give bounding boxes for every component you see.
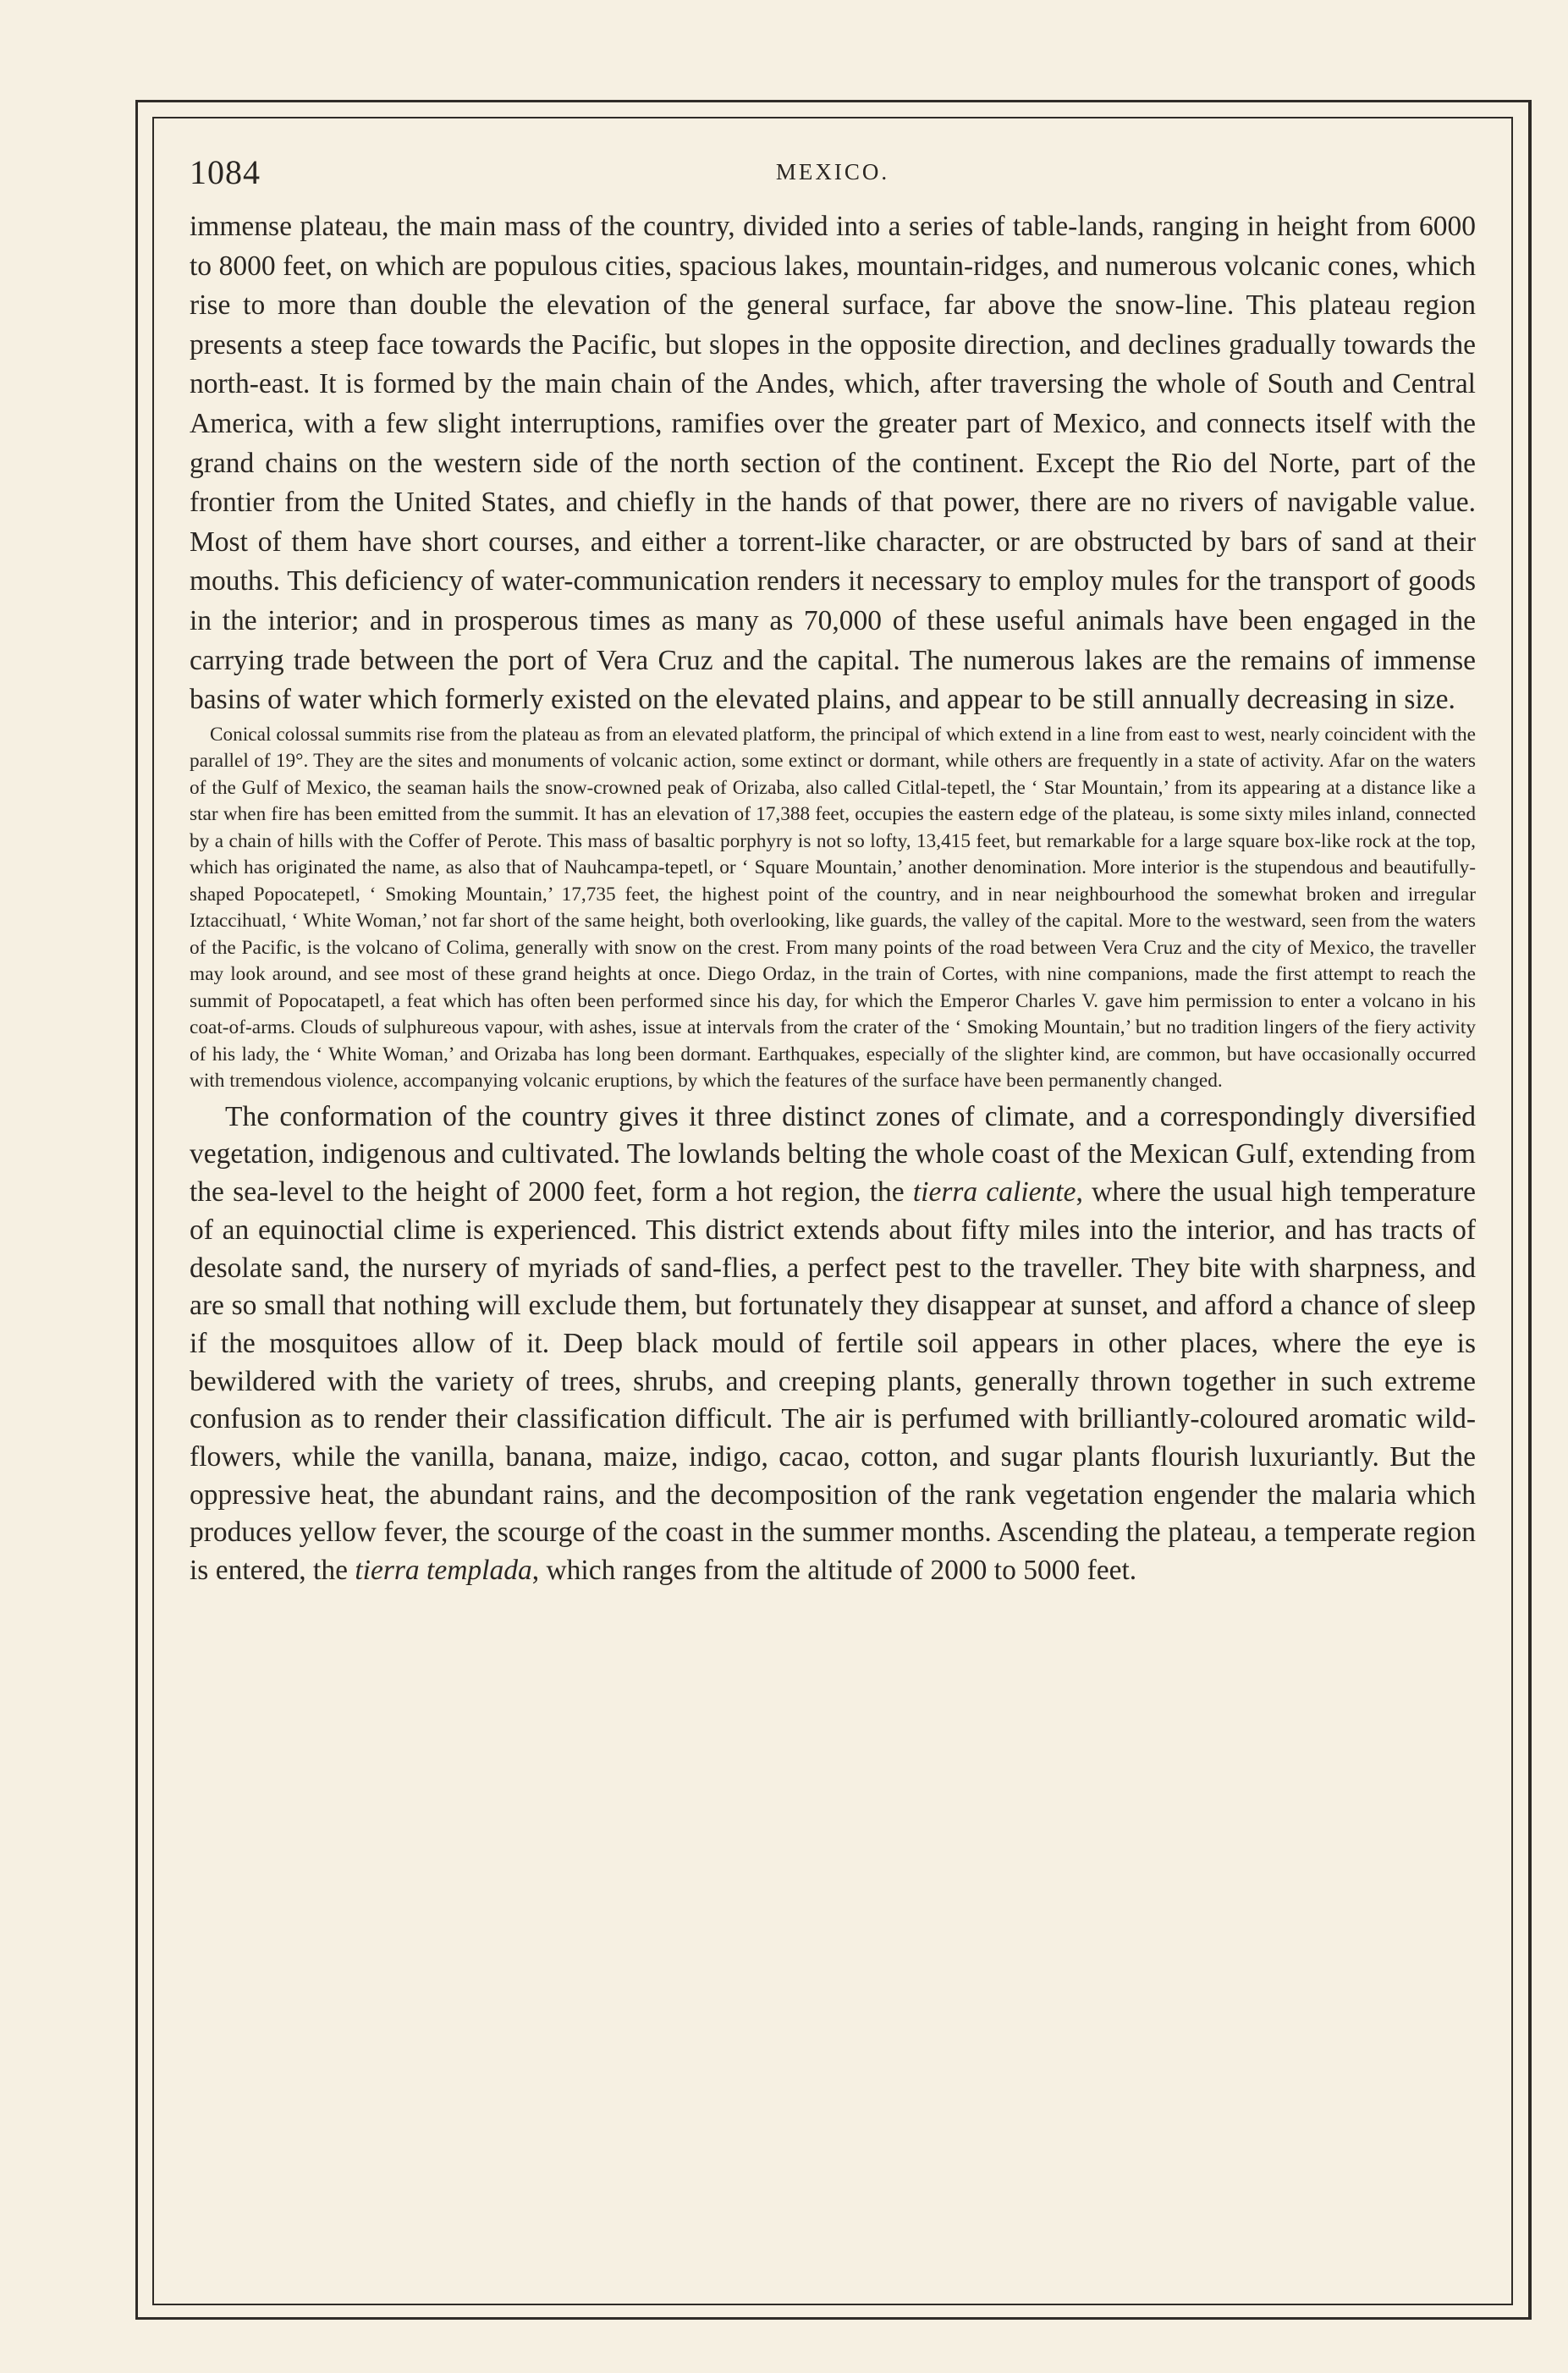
paragraph-plateau: immense plateau, the main mass of the country, divided into a series of table-lands, ranging in height from 6000 to 8000 feet, on which are populous cities, spacious lakes, mountain-ridges, and numerous volcanic cones, which rise to more than double the elevation of the general surface, far above the snow-line. This plateau region presents a steep face towards the Pacific, but slopes in the opposite direction, and declines gradually towards the north-east. It is formed by the main chain of the Andes, which, after traversing the whole of South and Central America, with a few slight interruptions, ramifies over the greater part of Mexico, and connects itself with the grand chains on the western side of the north section of the continent. Except the Rio del Norte, part of the frontier from the United States, and chiefly in the hands of that power, there are no rivers of navigable value. Most of them have short courses, and either a torrent-like character, or are obstructed by bars of sand at their mouths. This deficiency of water-communication renders it necessary to employ mules for the transport of goods in the interior; and in prosperous times as many as 70,000 of these useful animals have been engaged in the carrying trade between the port of Vera Cruz and the capital. The numerous lakes are the remains of immense basins of water which formerly existed on the elevated plains, and appear to be still annually decreasing in size. xyxy=(190,211,1476,716)
paragraph-climate-zones xyxy=(190,1098,1476,1590)
frame-bottom-rule-inner xyxy=(152,2304,1513,2305)
frame-top-rule xyxy=(135,100,1530,102)
page-number: 1084 xyxy=(190,153,261,191)
climate-text-part-2: , where the usual high temperature of an equinoctial clime is experienced. This district extends about fifty miles into the interior, and has tracts of desolate sand, the nursery of myriads of sand-flies, a perfect pest to the traveller. They bite with sharpness, and are so small that nothing will exclude them, but fortunately they disappear at sunset, and afford a chance of sleep if the mosquitoes allow of it. Deep black mould of fertile soil appears in other places, where the eye is bewildered with the variety of trees, shrubs, and creeping plants, generally thrown together in such extreme confusion as to render their classification difficult. The air is perfumed with brilliantly-coloured aromatic wild-flowers, while the vanilla, banana, maize, indigo, cacao, cotton, and sugar plants flourish luxuriantly. But the oppressive heat, the abundant rains, and the decomposition of the rank vegetation engender the malaria which produces yellow fever, the scourge of the coast in the summer months. Ascending the plateau, a temperate region is entered, the xyxy=(190,1176,1476,1587)
frame-right-rule xyxy=(1528,100,1532,2319)
paragraph-volcanic-summits: Conical colossal summits rise from the plateau as from an elevated platform, the principal of which extend in a line from east to west, nearly coincident with the parallel of 19°. They are the sites and monuments of volcanic action, some extinct or dormant, while others are frequently in a state of activity. Afar on the waters of the Gulf of Mexico, the seaman hails the snow-crowned peak of Orizaba, also called Citlal-tepetl, the ‘ Star Mountain,’ from its appearing at a distance like a star when fire has been emitted from the summit. It has an elevation of 17,388 feet, occupies the eastern edge of the plateau, is some sixty miles inland, connected by a chain of hills with the Coffer of Perote. This mass of basaltic porphyry is not so lofty, 13,415 feet, but remarkable for a large square box-like rock at the top, which has originated the name, as also that of Nauhcampa-tepetl, or ‘ Square Mountain,’ another denomination. More interior is the stupendous and beautifully-shaped Popocatepetl, ‘ Smoking Mountain,’ 17,735 feet, the highest point of the country, and in near neighbourhood the somewhat broken and irregular Iztaccihuatl, ‘ White Woman,’ not far short of the same height, both overlooking, like guards, the valley of the capital. More to the westward, seen from the waters of the Pacific, is the volcano of Colima, generally with snow on the crest. From many points of the road between Vera Cruz and the city of Mexico, the traveller may look around, and see most of these grand heights at once. Diego Ordaz, in the train of Cortes, with nine companions, made the first attempt to reach the summit of Popocatapetl, a feat which has often been performed since his day, for which the Emperor Charles V. gave him permission to enter a volcano in his coat-of-arms. Clouds of sulphureous vapour, with ashes, issue at intervals from the crater of the ‘ Smoking Mountain,’ but no tradition lingers of the fiery activity of his lady, the ‘ White Woman,’ and Orizaba has long been dormant. Earthquakes, especially of the slighter kind, are common, but have occasionally occurred with tremendous violence, accompanying volcanic eruptions, by which the features of the surface have been permanently changed. xyxy=(190,723,1476,1093)
body-text xyxy=(190,207,1476,1590)
climate-text-part-3: , which ranges from the altitude of 2000 to 5000 feet. xyxy=(531,1555,1137,1587)
term-tierra-caliente: tierra caliente xyxy=(912,1176,1076,1209)
frame-top-rule-inner xyxy=(152,117,1513,118)
running-title: MEXICO. xyxy=(775,159,890,184)
page-header xyxy=(190,152,1476,203)
climate-text-part-1: The conformation of the country gives it three distinct zones of climate, and a correspondingly diversified vegetation, indigenous and cultivated. The lowlands belting the whole coast of the Mexican Gulf, extending from the sea-level to the height of 2000 feet, form a hot region, the xyxy=(190,1100,1476,1209)
term-tierra-templada: tierra templada xyxy=(355,1555,532,1587)
frame-bottom-rule xyxy=(135,2317,1532,2320)
frame-left-rule xyxy=(135,100,138,2319)
frame-right-rule-inner xyxy=(1511,117,1513,2304)
frame-left-rule-inner xyxy=(152,117,154,2304)
